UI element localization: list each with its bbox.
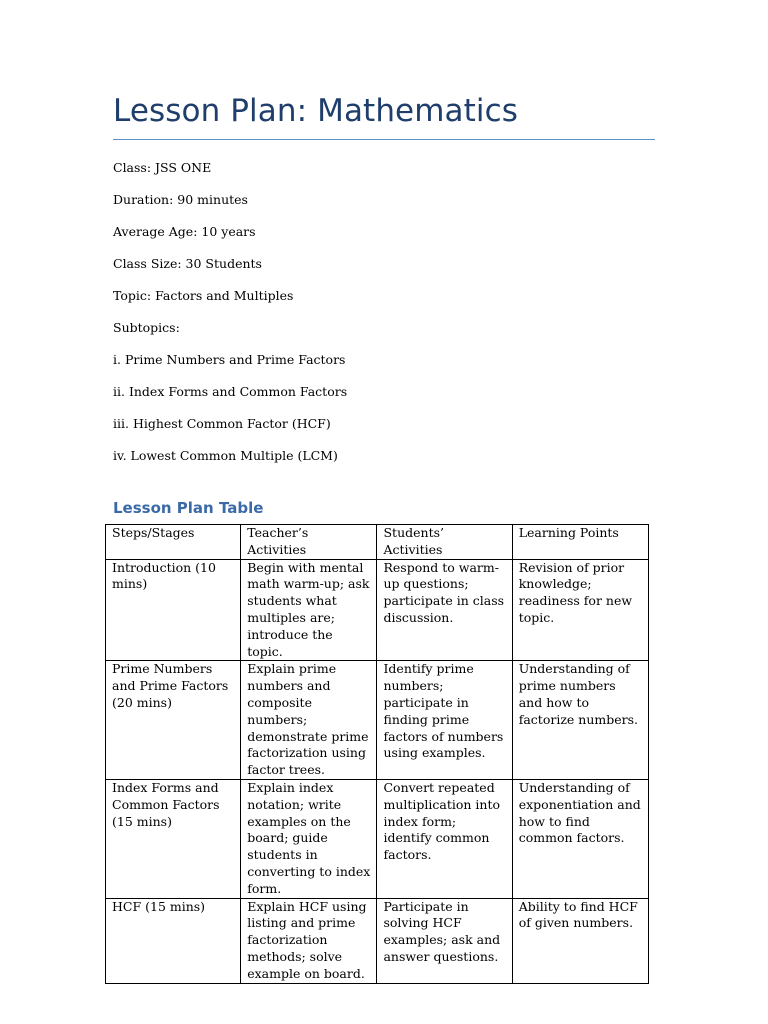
page-title: Lesson Plan: Mathematics [113,93,518,129]
lesson-plan-table [105,524,649,984]
table-cell: Participate in solving HCF examples; ask and answer questions. [377,898,512,983]
class-line: Class: JSS ONE [113,160,212,175]
table-cell: HCF (15 mins) [106,898,241,983]
column-header: Steps/Stages [106,525,241,560]
table-row [106,898,649,983]
table-cell: Prime Numbers and Prime Factors (20 mins) [106,661,241,780]
table-cell: Revision of prior knowledge; readiness for new topic. [512,559,648,661]
table-cell: Introduction (10 mins) [106,559,241,661]
table-cell: Ability to find HCF of given numbers. [512,898,648,983]
table-cell: Understanding of exponentiation and how to find common factors. [512,779,648,898]
average-age-line: Average Age: 10 years [113,224,256,239]
table-row [106,559,649,661]
table-cell: Explain index notation; write examples on the board; guide students in converting to index form. [241,779,377,898]
table-cell: Respond to warm-up questions; participate in class discussion. [377,559,512,661]
table-cell: Index Forms and Common Factors (15 mins) [106,779,241,898]
subtopics-label: Subtopics: [113,320,180,335]
lesson-details [113,159,673,479]
subtopic-item: ii. Index Forms and Common Factors [113,384,348,399]
table-cell: Begin with mental math warm-up; ask students what multiples are; introduce the topic. [241,559,377,661]
duration-line: Duration: 90 minutes [113,192,248,207]
subtopic-item: iv. Lowest Common Multiple (LCM) [113,448,338,463]
title-divider [113,139,655,140]
table-cell: Explain prime numbers and composite numbers; demonstrate prime factorization using factor trees. [241,661,377,780]
table-cell: Understanding of prime numbers and how to factorize numbers. [512,661,648,780]
topic-line: Topic: Factors and Multiples [113,288,294,303]
column-header: Students’ Activities [377,525,512,560]
table-cell: Identify prime numbers; participate in finding prime factors of numbers using examples. [377,661,512,780]
table-row [106,661,649,780]
table-cell: Convert repeated multiplication into index form; identify common factors. [377,779,512,898]
table-cell: Explain HCF using listing and prime factorization methods; solve example on board. [241,898,377,983]
table-row [106,779,649,898]
table-header-row [106,525,649,560]
column-header: Teacher’s Activities [241,525,377,560]
table-heading: Lesson Plan Table [113,499,264,517]
subtopic-item: i. Prime Numbers and Prime Factors [113,352,346,367]
subtopic-item: iii. Highest Common Factor (HCF) [113,416,331,431]
class-size-line: Class Size: 30 Students [113,256,262,271]
column-header: Learning Points [512,525,648,560]
